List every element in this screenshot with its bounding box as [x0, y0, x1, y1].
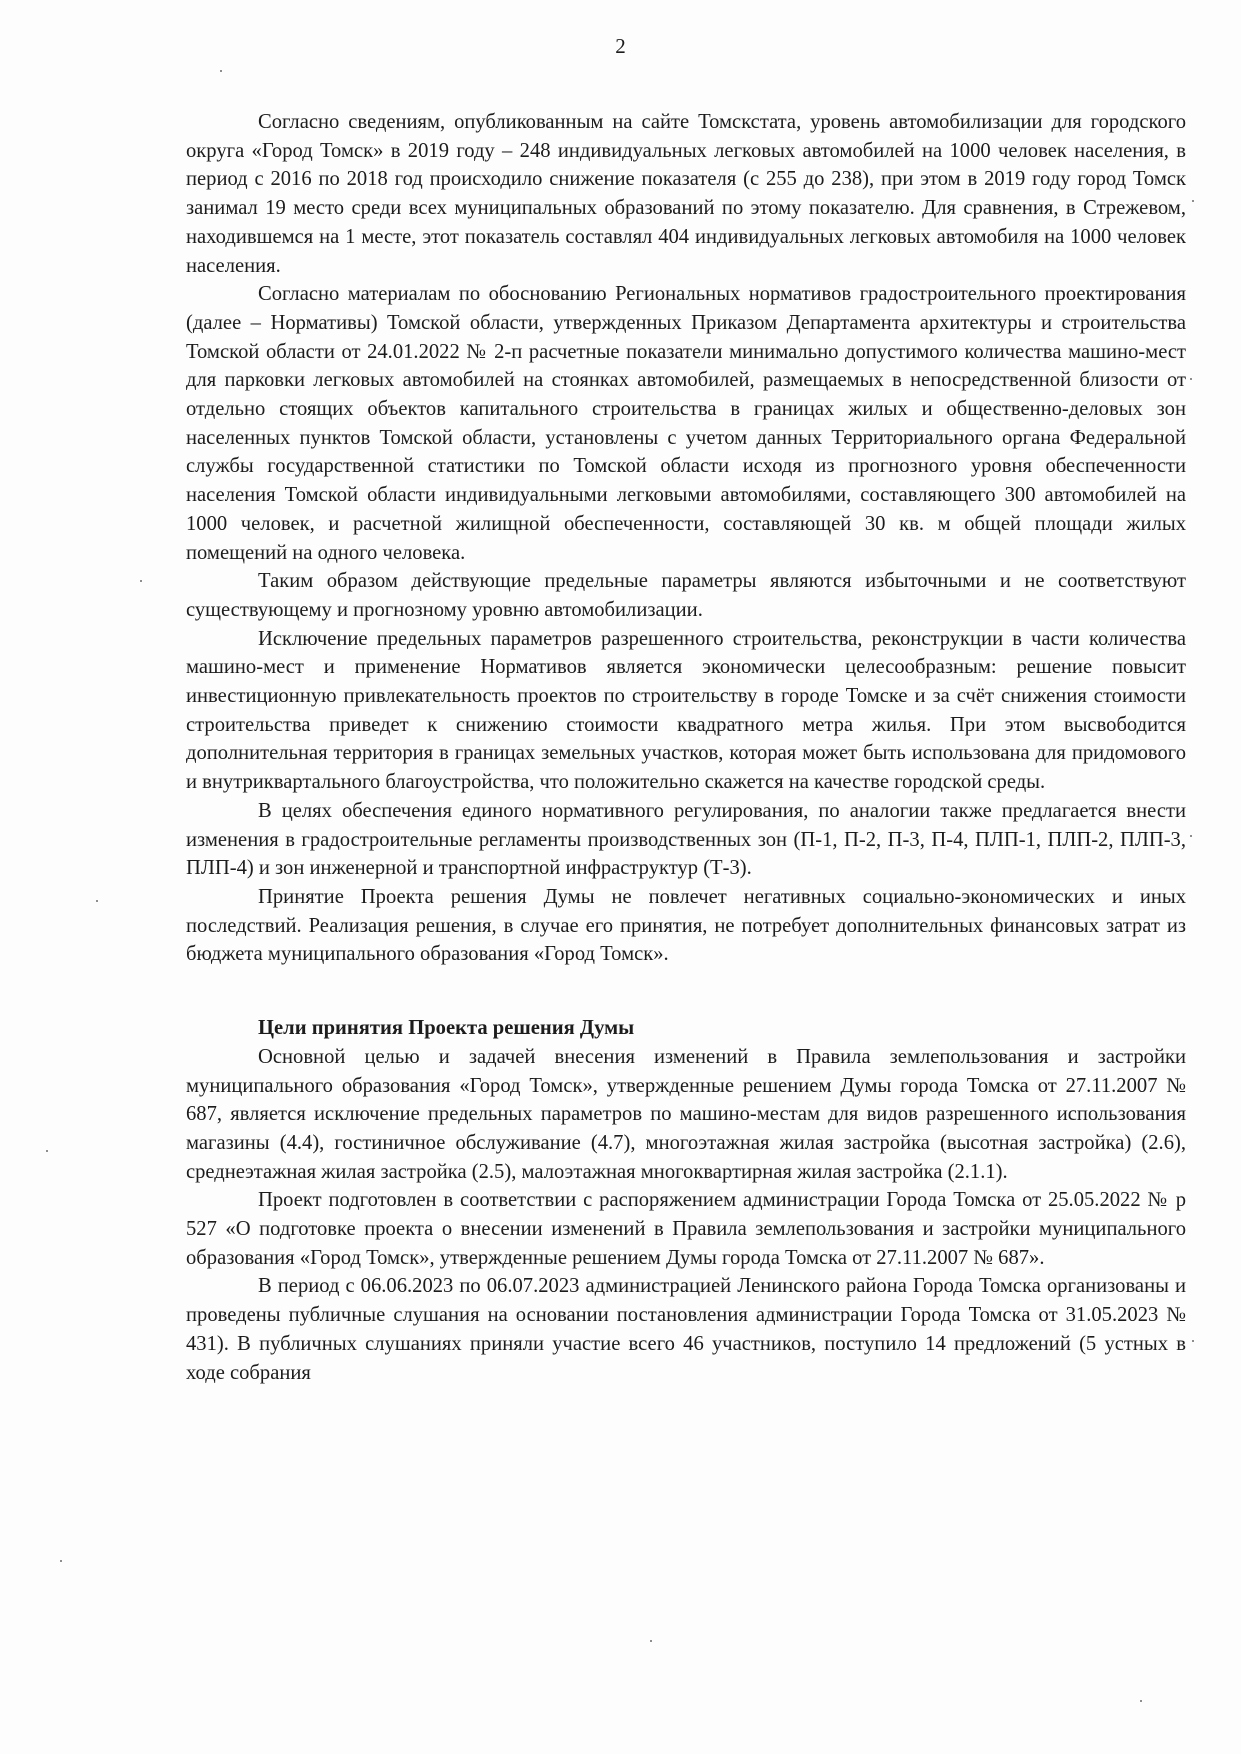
document-body	[186, 108, 1186, 1387]
paragraph-excessive-parameters: Таким образом действующие предельные параметры являются избыточными и не соответствуют существующему и прогнозному уровню автомобилизации.	[186, 570, 1186, 621]
paragraph-public-hearings: В период с 06.06.2023 по 06.07.2023 администрацией Ленинского района Города Томска организованы и проведены публичные слушания на основании постановления администрации Города Томска от 31.05.2023 № 431). В публичных слушаниях приняли участие всего 46 участников, поступило 14 предложений (5 устных в ходе собрания	[186, 1275, 1186, 1384]
scan-speck	[1190, 835, 1192, 837]
scan-speck	[650, 1640, 652, 1642]
paragraph-regional-standards: Согласно материалам по обоснованию Региональных нормативов градостроительного проектирования (далее – Нормативы) Томской области, утвержденных Приказом Департамента архитектуры и строительства Томской области от 24.01.2022 № 2-п расчетные показатели минимально допустимого количества машино-мест для парковки легковых автомобилей на стоянках автомобилей, размещаемых в непосредственной близости от отдельно стоящих объектов капитального строительства в границах жилых и общественно-деловых зон населенных пунктов Томской области, установлены с учетом данных Территориального органа Федеральной службы государственной статистики по Томской области исходя из прогнозного уровня обеспеченности населения Томской области индивидуальными легковыми автомобилями, составляющего 300 автомобилей на 1000 человек, и расчетной жилищной обеспеченности, составляющей 30 кв. м общей площади жилых помещений на одного человека.	[186, 283, 1186, 564]
paragraph-order-basis: Проект подготовлен в соответствии с распоряжением администрации Города Томска от 25.05.2022 № р 527 «О подготовке проекта о внесении изменений в Правила землепользования и застройки муниципального образования «Город Томск», утвержденные решением Думы города Томска от 27.11.2007 № 687».	[186, 1189, 1186, 1269]
scan-speck	[46, 1150, 48, 1152]
scan-speck	[1192, 200, 1194, 202]
paragraph-economic-feasibility: Исключение предельных параметров разрешенного строительства, реконструкции в части количества машино-мест и применение Нормативов является экономически целесообразным: решение повысит инвестиционную привлекательность проектов по строительству в городе Томске и за счёт снижения стоимости строительства приведет к снижению стоимости квадратного метра жилья. При этом высвободится дополнительная территория в границах земельных участков, которая может быть использована для придомового и внутриквартального благоустройства, что положительно скажется на качестве городской среды.	[186, 627, 1186, 794]
paragraph-no-negative-consequences: Принятие Проекта решения Думы не повлечет негативных социально-экономических и иных последствий. Реализация решения, в случае его принятия, не потребует дополнительных финансовых затрат из бюджета муниципального образования «Город Томск».	[186, 885, 1186, 966]
section-heading-goals: Цели принятия Проекта решения Думы	[258, 1017, 635, 1040]
scan-speck	[220, 70, 222, 72]
paragraph-motorization-level: Согласно сведениям, опубликованным на сайте Томскстата, уровень автомобилизации для городского округа «Город Томск» в 2019 году – 248 индивидуальных легковых автомобилей на 1000 человек населения, в период с 2016 по 2018 год происходило снижение показателя (с 255 до 238), при этом в 2019 году город Томск занимал 19 место среди всех муниципальных образований по этому показателю. Для сравнения, в Стрежевом, находившемся на 1 месте, этот показатель составлял 404 индивидуальных легковых автомобиля на 1000 человек населения.	[186, 111, 1186, 277]
scan-speck	[96, 900, 98, 902]
paragraph-main-goal: Основной целью и задачей внесения изменений в Правила землепользования и застройки муниципального образования «Город Томск», утвержденные решением Думы города Томска от 27.11.2007 № 687, является исключение предельных параметров по машино-местам для видов разрешенного использования магазины (4.4), гостиничное обслуживание (4.7), многоэтажная жилая застройка (высотная застройка) (2.6), среднеэтажная жилая застройка (2.5), малоэтажная многоквартирная жилая застройка (2.1.1).	[186, 1045, 1186, 1183]
scan-speck	[1140, 1700, 1142, 1702]
scan-speck	[1190, 378, 1192, 380]
scan-speck	[140, 580, 142, 582]
page-number: 2	[615, 34, 626, 58]
paragraph-industrial-zones: В целях обеспечения единого нормативного регулирования, по аналогии также предлагается внести изменения в градостроительные регламенты производственных зон (П-1, П-2, П-3, П-4, ПЛП-1, ПЛП-2, ПЛП-3, ПЛП-4) и зон инженерной и транспортной инфраструктур (Т-3).	[186, 799, 1186, 880]
scan-speck	[60, 1560, 62, 1562]
scan-speck	[1192, 1340, 1194, 1342]
